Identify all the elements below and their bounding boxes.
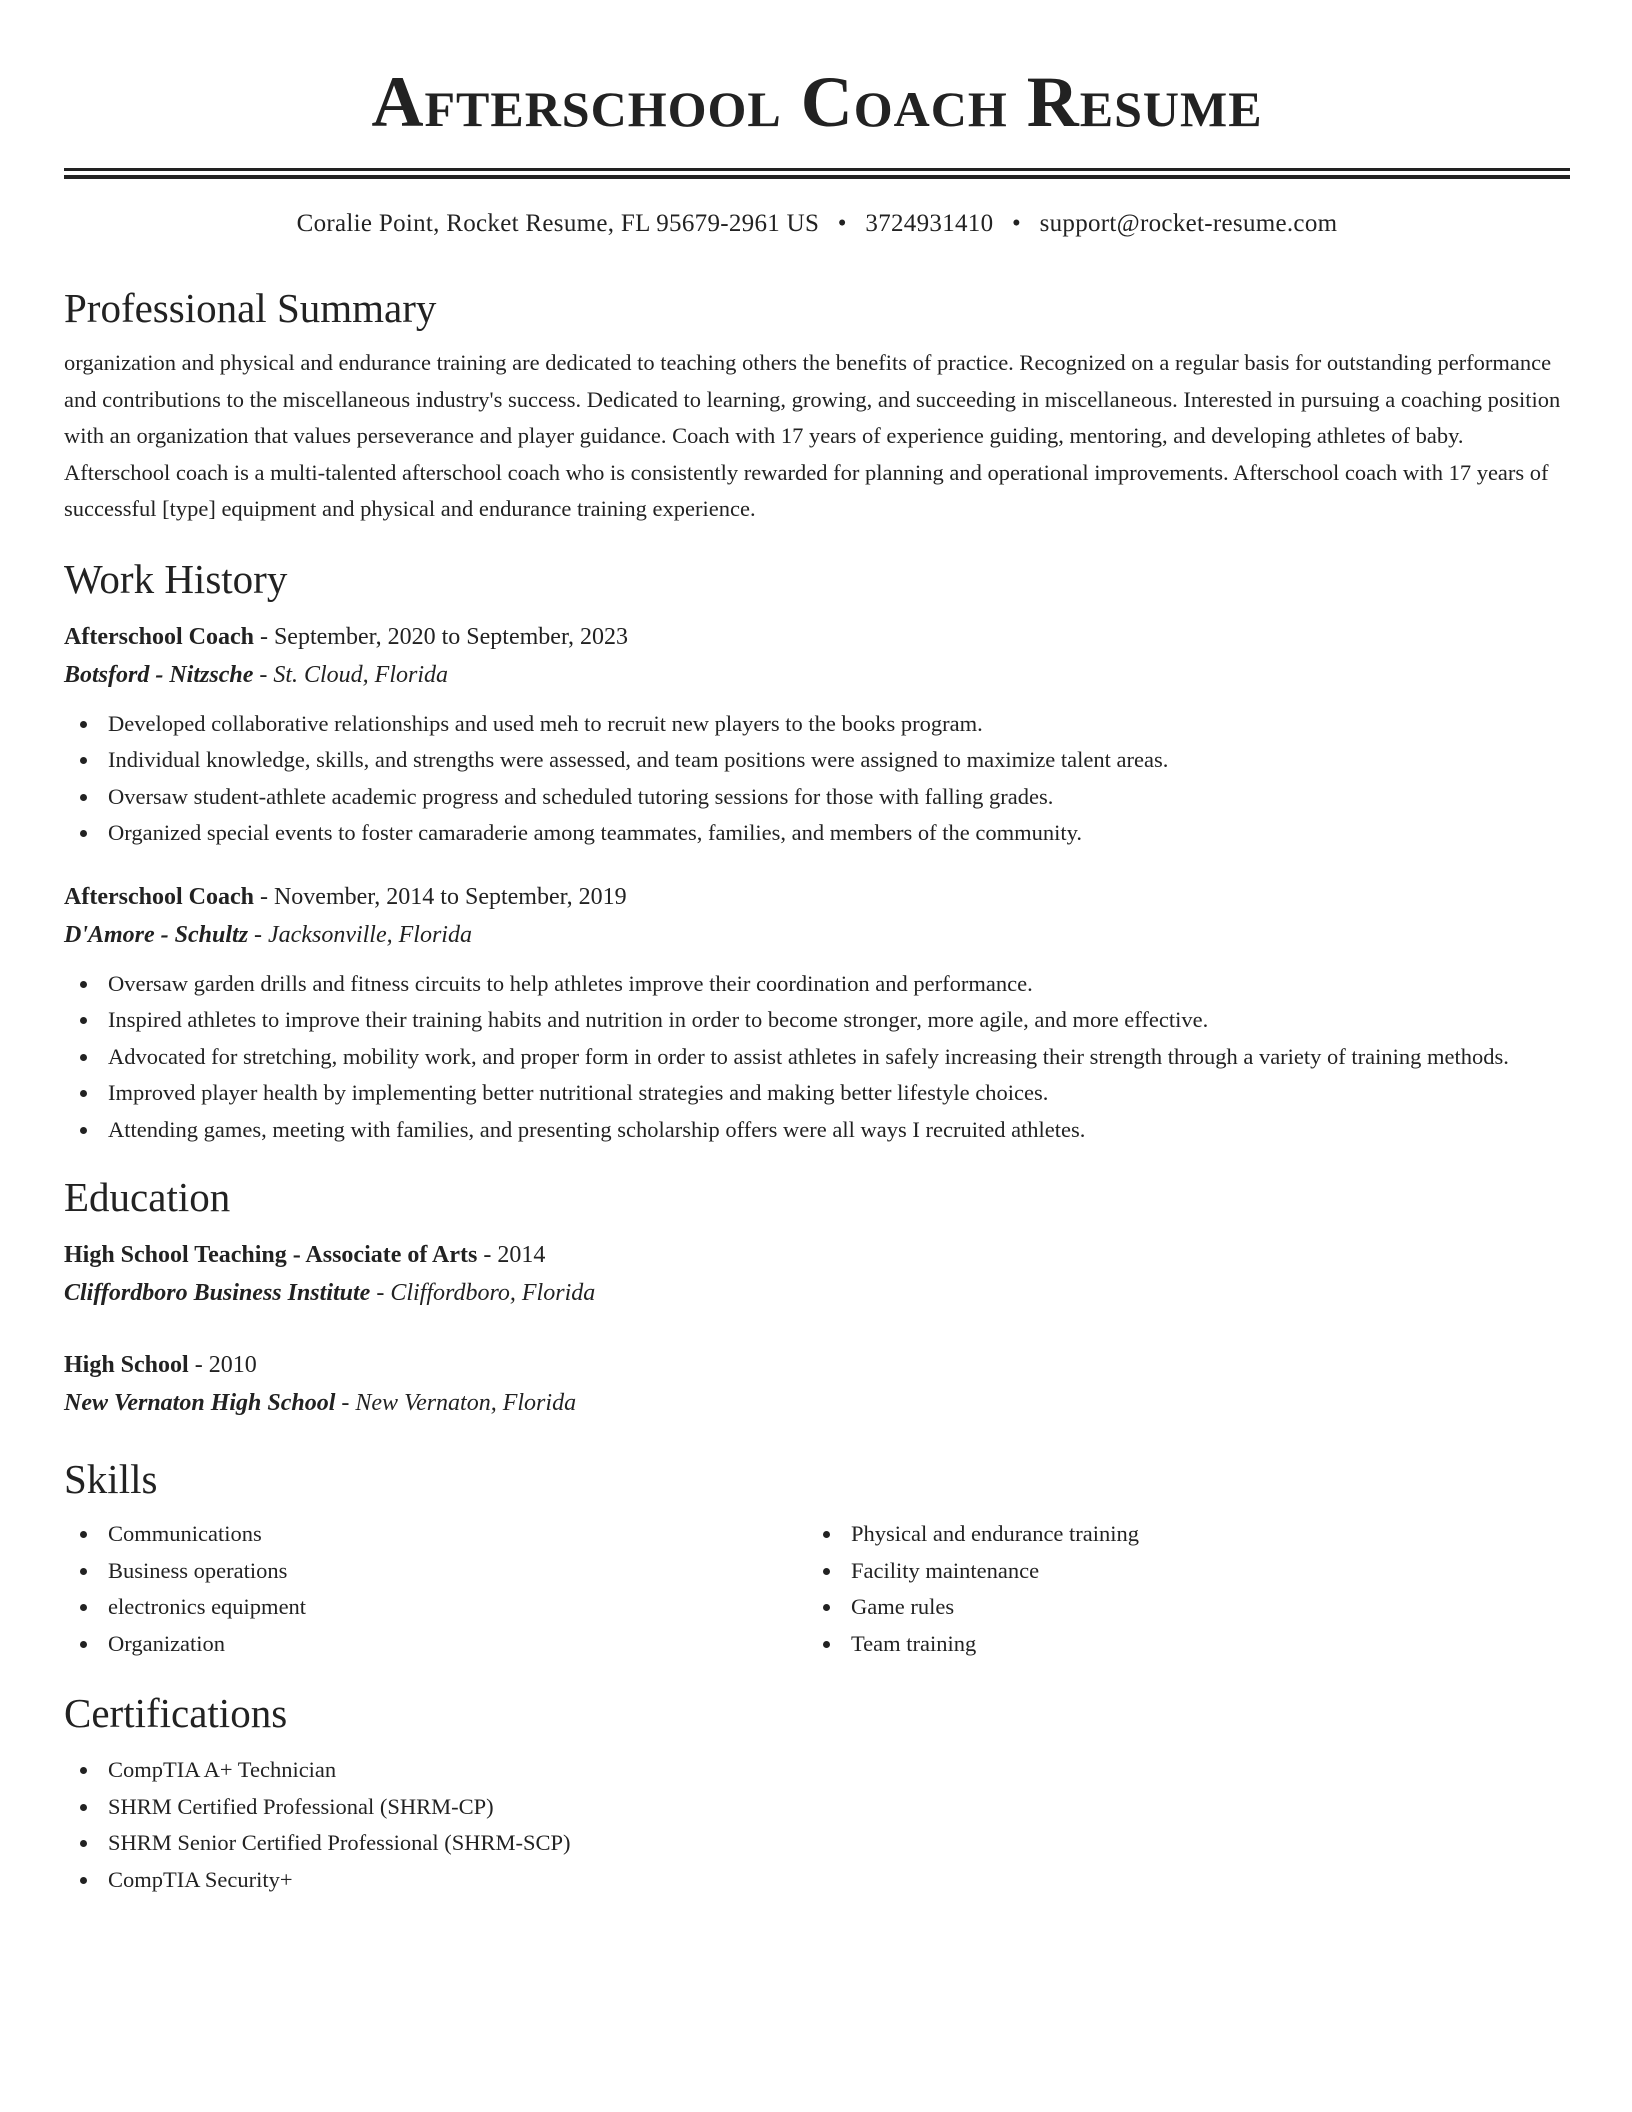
education-year: - 2014 [477, 1242, 546, 1268]
job-role: Afterschool Coach [64, 883, 254, 910]
list-item: Oversaw garden drills and fitness circuits to help athletes improve their coordination and performance. [64, 966, 1570, 1003]
job-bullets [64, 966, 1570, 1149]
list-item: Organization [64, 1626, 807, 1663]
resume-page [64, 0, 1570, 1898]
education-location: - Cliffordboro, Florida [370, 1280, 596, 1306]
job-heading [64, 618, 1570, 656]
job-company: D'Amore - Schultz [64, 921, 249, 948]
section-title-summary: Professional Summary [64, 285, 437, 331]
job-bullets [64, 706, 1570, 852]
list-item: Business operations [64, 1553, 807, 1590]
job-entry [64, 878, 1570, 1149]
education-location: - New Vernaton, Florida [335, 1390, 577, 1416]
education-school-line [64, 1384, 1570, 1422]
list-item: Physical and endurance training [807, 1516, 1550, 1553]
list-item: Oversaw student-athlete academic progress and scheduled tutoring sessions for those with falling grades. [64, 779, 1570, 816]
header-double-rule [64, 168, 1570, 179]
list-item: Attending games, meeting with families, and presenting scholarship offers were all ways I recruited athletes. [64, 1112, 1570, 1149]
education-year: - 2010 [188, 1352, 257, 1378]
section-title-work-history: Work History [64, 555, 288, 602]
education-school-line [64, 1274, 1570, 1312]
section-title-skills: Skills [64, 1456, 158, 1502]
job-location: - St. Cloud, Florida [253, 661, 449, 688]
bullet-separator: • [837, 210, 847, 237]
list-item: CompTIA A+ Technician [64, 1752, 1570, 1789]
list-item: Facility maintenance [807, 1553, 1550, 1590]
skills-grid [64, 1516, 1570, 1662]
job-employer [64, 916, 1570, 954]
list-item: Team training [807, 1626, 1550, 1663]
resume-title: Afterschool Coach Resume [371, 62, 1263, 142]
education-degree: High School Teaching - Associate of Arts [64, 1242, 478, 1268]
skills-column-right [807, 1516, 1550, 1662]
list-item: SHRM Senior Certified Professional (SHRM-SCP) [64, 1825, 1570, 1862]
contact-phone: 3724931410 [865, 210, 994, 237]
list-item: Communications [64, 1516, 807, 1553]
list-item: electronics equipment [64, 1589, 807, 1626]
list-item: CompTIA Security+ [64, 1862, 1570, 1899]
job-location: - Jacksonville, Florida [248, 921, 472, 948]
list-item: Game rules [807, 1589, 1550, 1626]
education-school: Cliffordboro Business Institute [64, 1280, 371, 1306]
list-item: Advocated for stretching, mobility work, and proper form in order to assist athletes in safely increasing their strength through a variety of training methods. [64, 1039, 1570, 1076]
job-dates: - September, 2020 to September, 2023 [253, 623, 628, 650]
education-entry [64, 1346, 1570, 1422]
education-heading [64, 1346, 1570, 1384]
education-heading [64, 1236, 1570, 1274]
job-heading [64, 878, 1570, 916]
list-item: Inspired athletes to improve their training habits and nutrition in order to become stronger, more agile, and more effective. [64, 1002, 1570, 1039]
section-title-certifications: Certifications [64, 1690, 288, 1736]
list-item: Organized special events to foster camaraderie among teammates, families, and members of the community. [64, 815, 1570, 852]
job-entry [64, 618, 1570, 852]
list-item: Individual knowledge, skills, and strengths were assessed, and team positions were assigned to maximize talent areas. [64, 742, 1570, 779]
education-entry [64, 1236, 1570, 1312]
education-degree: High School [64, 1352, 189, 1378]
contact-address: Coralie Point, Rocket Resume, FL 95679-2961 US [296, 210, 820, 237]
section-title-education: Education [64, 1174, 231, 1220]
job-dates: - November, 2014 to September, 2019 [253, 883, 627, 910]
job-company: Botsford - Nitzsche [64, 661, 254, 688]
contact-email: support@rocket-resume.com [1039, 210, 1338, 237]
education-school: New Vernaton High School [64, 1390, 336, 1416]
summary-text: organization and physical and endurance training are dedicated to teaching others the benefits of practice. Recognized on a regular basis for outstanding performance and contributions to the miscellaneous industry's success. Dedicated to learning, growing, and succeeding in miscellaneous. Interested in pursuing a coaching position with an organization that values perseverance and player guidance. Coach with 17 years of experience guiding, mentoring, and developing athletes of baby. Afterschool coach is a multi-talented afterschool coach who is consistently rewarded for planning and operational improvements. Afterschool coach with 17 years of successful [type] equipment and physical and endurance training experience. [64, 350, 1561, 521]
job-role: Afterschool Coach [64, 623, 254, 650]
bullet-separator: • [1011, 210, 1022, 237]
list-item: Developed collaborative relationships and used meh to recruit new players to the books program. [64, 706, 1570, 743]
job-employer [64, 656, 1570, 694]
list-item: Improved player health by implementing better nutritional strategies and making better lifestyle choices. [64, 1075, 1570, 1112]
contact-line [64, 207, 1570, 241]
skills-column-left [64, 1516, 807, 1662]
certifications-list [64, 1752, 1570, 1898]
list-item: SHRM Certified Professional (SHRM-CP) [64, 1789, 1570, 1826]
